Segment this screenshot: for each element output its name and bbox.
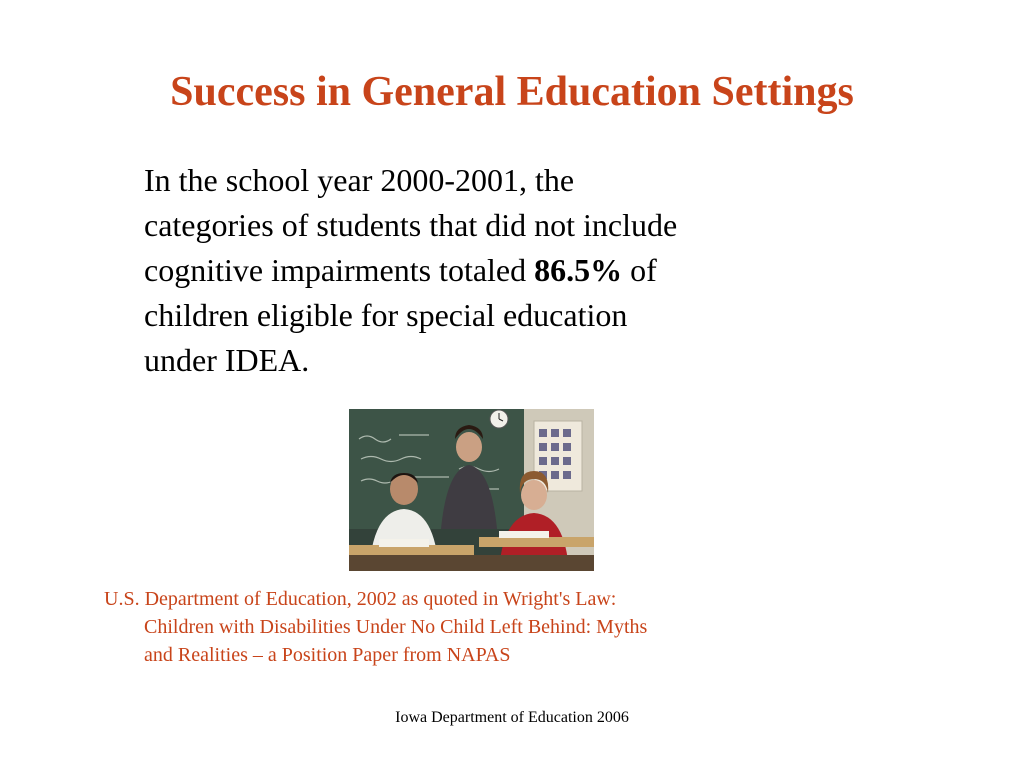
body-line-2: categories of students that did not include (144, 207, 678, 243)
citation-line-1: U.S. Department of Education, 2002 as quoted in Wright's Law: (104, 588, 617, 610)
source-citation (104, 585, 824, 669)
body-line-3-prefix: cognitive impairments totaled (144, 252, 535, 288)
body-paragraph (144, 158, 824, 383)
citation-line-2: Children with Disabilities Under No Child Left Behind: Myths (144, 616, 648, 638)
percentage-highlight: 86.5% (534, 252, 623, 288)
body-line-5: under IDEA. (144, 342, 310, 378)
body-line-3 (144, 248, 824, 293)
slide-title: Success in General Education Settings (170, 69, 854, 115)
body-line-1: In the school year 2000-2001, the (144, 162, 575, 198)
body-line-3-suffix: of (622, 252, 657, 288)
slide-footer: Iowa Department of Education 2006 (395, 709, 629, 726)
citation-line-3: and Realities – a Position Paper from NAPAS (144, 644, 511, 666)
body-line-4: children eligible for special education (144, 297, 628, 333)
classroom-photo (349, 409, 594, 571)
